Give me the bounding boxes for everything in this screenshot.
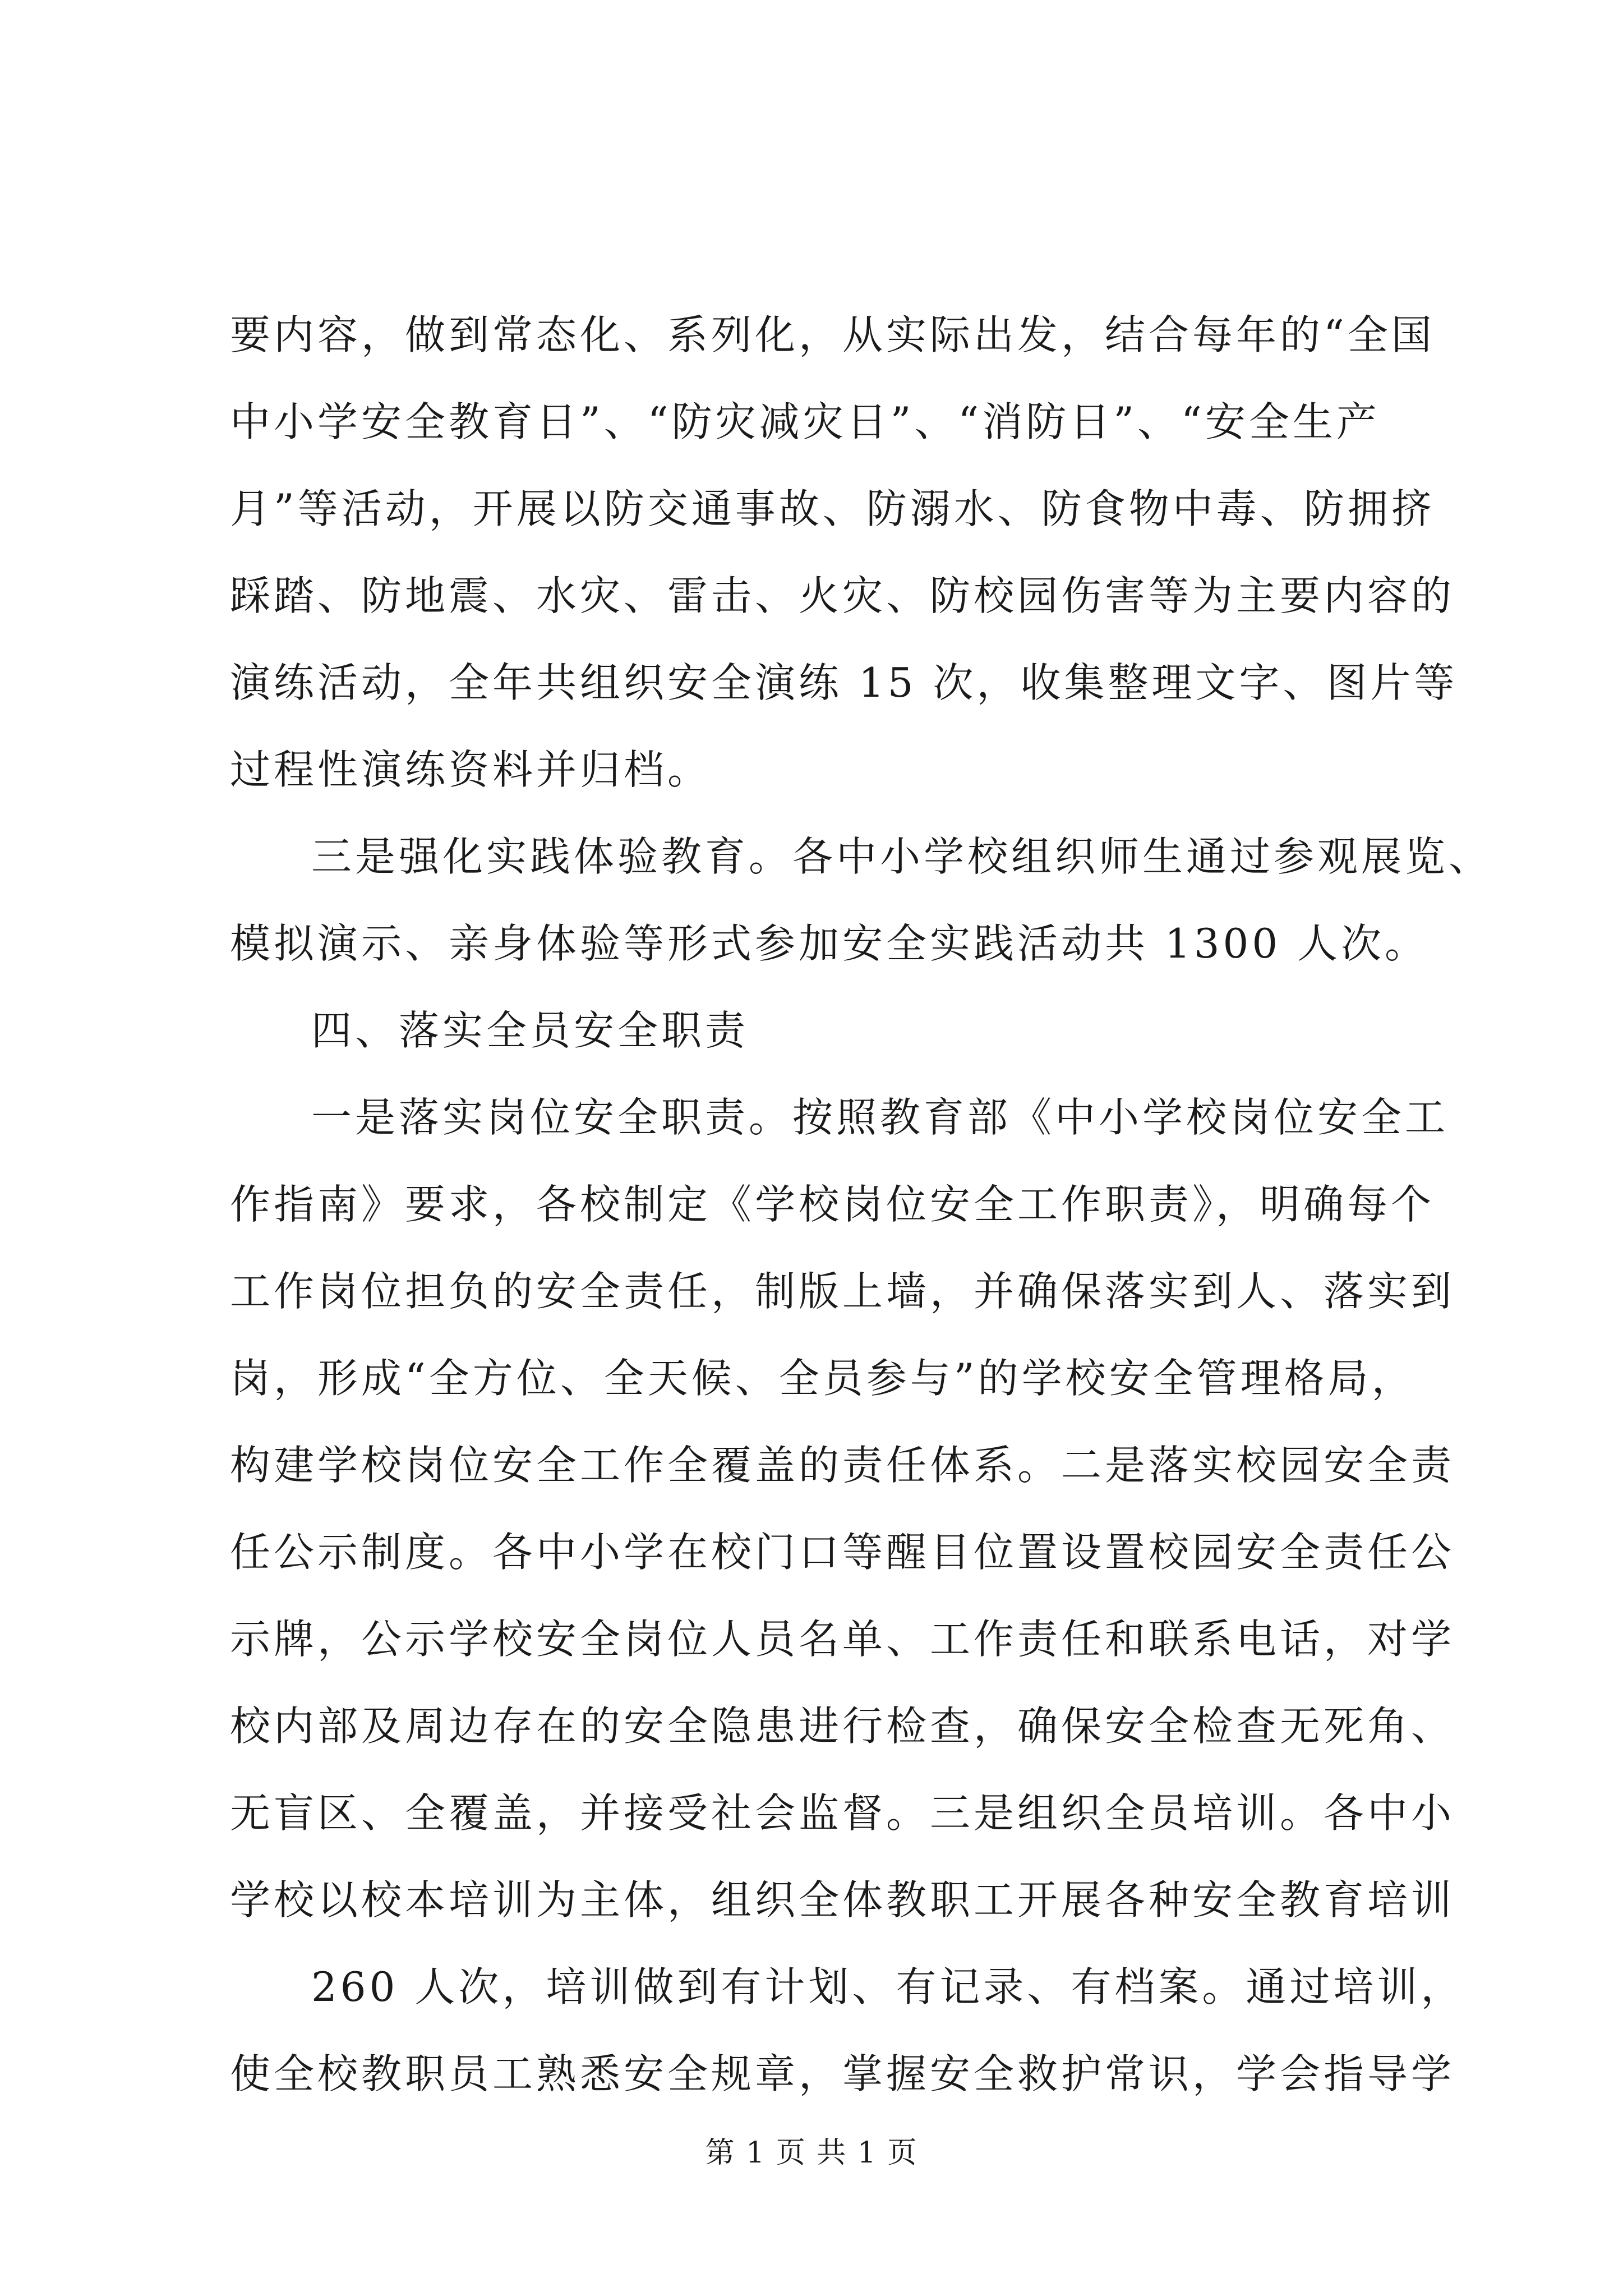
text-line: 260 人次，培训做到有计划、有记录、有档案。通过培训， [311, 1963, 1465, 2010]
page-footer: 第 1 页 共 1 页 [705, 2136, 918, 2170]
text-line: 模拟演示、亲身体验等形式参加安全实践活动共 1300 人次。 [230, 920, 1429, 967]
text-line: 三是强化实践体验教育。各中小学校组织师生通过参观展览、 [311, 833, 1493, 880]
text-line: 踩踏、防地震、水灾、雷击、火灾、防校园伤害等为主要内容的 [230, 572, 1455, 619]
text-line: 中小学安全教育日”、“防灾减灾日”、“消防日”、“安全生产 [230, 398, 1380, 445]
text-line: 四、落实全员安全职责 [311, 1007, 749, 1054]
document-body [230, 292, 1493, 2118]
text-line: 任公示制度。各中小学在校门口等醒目位置设置校园安全责任公 [230, 1529, 1455, 1576]
text-line: 作指南》要求，各校制定《学校岗位安全工作职责》，明确每个 [230, 1181, 1435, 1228]
text-line: 要内容，做到常态化、系列化，从实际出发，结合每年的“全国 [230, 311, 1435, 358]
text-line: 岗，形成“全方位、全天候、全员参与”的学校安全管理格局， [230, 1355, 1415, 1402]
text-line: 月”等活动，开展以防交通事故、防溺水、防食物中毒、防拥挤 [230, 485, 1435, 532]
text-line: 构建学校岗位安全工作全覆盖的责任体系。二是落实校园安全责 [230, 1442, 1455, 1489]
text-line: 学校以校本培训为主体，组织全体教职工开展各种安全教育培训 [230, 1876, 1455, 1924]
text-line: 一是落实岗位安全职责。按照教育部《中小学校岗位安全工 [311, 1094, 1449, 1141]
text-line: 无盲区、全覆盖，并接受社会监督。三是组织全员培训。各中小 [230, 1789, 1455, 1837]
text-line: 示牌，公示学校安全岗位人员名单、工作责任和联系电话，对学 [230, 1616, 1455, 1663]
text-line: 演练活动，全年共组织安全演练 15 次，收集整理文字、图片等 [230, 659, 1458, 706]
text-line: 工作岗位担负的安全责任，制版上墙，并确保落实到人、落实到 [230, 1268, 1455, 1315]
text-line: 使全校教职员工熟悉安全规章，掌握安全救护常识，学会指导学 [230, 2050, 1455, 2097]
text-line: 过程性演练资料并归档。 [230, 746, 712, 793]
text-line: 校内部及周边存在的安全隐患进行检查，确保安全检查无死角、 [230, 1703, 1455, 1750]
